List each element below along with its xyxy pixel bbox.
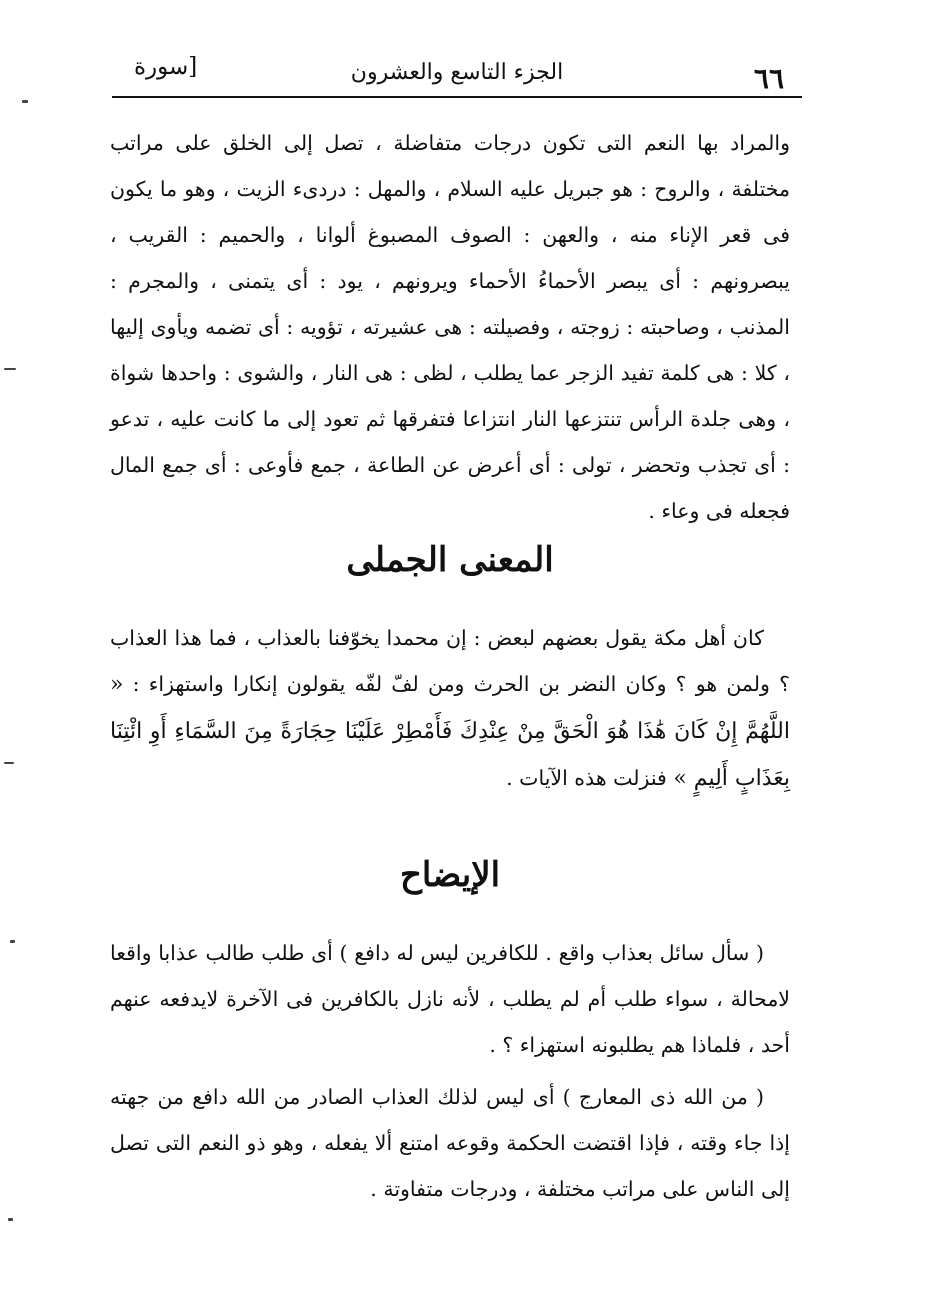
running-title: الجزء التاسع والعشرون — [350, 60, 564, 85]
explanation-paragraph-1: ( سأل سائل بعذاب واقع . للكافرين ليس له دافع ) أى طلب طالب عذابا واقعا لامحالة ، سواء طلب أم لم يطلب ، لأنه نازل بالكافرين فى الآخرة لايدفعه عنهم أحد ، فلماذا هم يطلبونه استهزاء ؟ . — [110, 941, 790, 1057]
quran-verse: « اللَّهُمَّ إِنْ كَانَ هَٰذَا هُوَ الْحَقَّ مِنْ عِنْدِكَ فَأَمْطِرْ عَلَيْنَا حِجَارَةً مِنَ السَّمَاءِ أَوِ ائْتِنَا بِعَذَابٍ أَلِيمٍ » — [110, 672, 790, 791]
page-number: ٦٦ — [753, 62, 784, 95]
explanation-heading: الإيضاح — [399, 855, 501, 895]
summary-paragraph — [110, 615, 790, 802]
explanation-paragraph-2: ( من الله ذى المعارج ) أى ليس لذلك العذاب الصادر من الله دافع من جهته إذا جاء وقته ، فإذا اقتضت الحكمة وقوعه امتنع ألا يفعله ، وهو ذو النعم التى تصل إلى الناس على مراتب مختلفة ، ودرجات متفاوتة . — [110, 1085, 790, 1201]
summary-section — [110, 615, 790, 802]
summary-intro: كان أهل مكة يقول بعضهم لبعض : إن محمدا يخوّفنا بالعذاب ، فما هذا العذاب ؟ ولمن هو ؟ وكان النضر بن الحرث ومن لفّ لفّه يقولون إنكارا واستهزاء : — [110, 626, 790, 696]
scan-speck — [22, 100, 28, 103]
summary-outro: فنزلت هذه الآيات . — [506, 766, 667, 790]
page-header — [112, 40, 802, 98]
header-rule — [112, 96, 802, 98]
scan-speck — [10, 940, 15, 943]
scan-speck — [4, 762, 14, 764]
vocabulary-paragraph: والمراد بها النعم التى تكون درجات متفاضلة ، تصل إلى الخلق على مراتب مختلفة ، والروح : هو جبريل عليه السلام ، والمهل : دردىء الزيت ، وهو ما يكون فى قعر الإناء منه ، والعهن : الصوف المصبوغ ألوانا ، والحميم : القريب ، يبصرونهم : أى يبصر الأحماءُ الأحماء ويرونهم ، يود : أى يتمنى ، والمجرم : المذنب ، وصاحبته : زوجته ، وفصيلته : هى عشيرته ، تؤويه : أى تضمه ويأوى إليها ، كلا : هى كلمة تفيد الزجر عما يطلب ، لظى : هى النار ، والشوى : واحدها شواة ، وهى جلدة الرأس تنتزعها النار انتزاعا فتفرقها ثم تعود إلى ما كانت عليه ، تدعو : أى تجذب وتحضر ، تولى : أى أعرض عن الطاعة ، جمع فأوعى : أى جمع المال فجعله فى وعاء . — [110, 131, 790, 523]
surah-label: [سورة — [134, 54, 198, 80]
scan-speck — [8, 1218, 13, 1221]
explanation-section — [110, 930, 790, 1212]
summary-heading: المعنى الجملى — [346, 540, 554, 580]
vocabulary-section — [110, 120, 790, 534]
scan-speck — [4, 368, 16, 370]
